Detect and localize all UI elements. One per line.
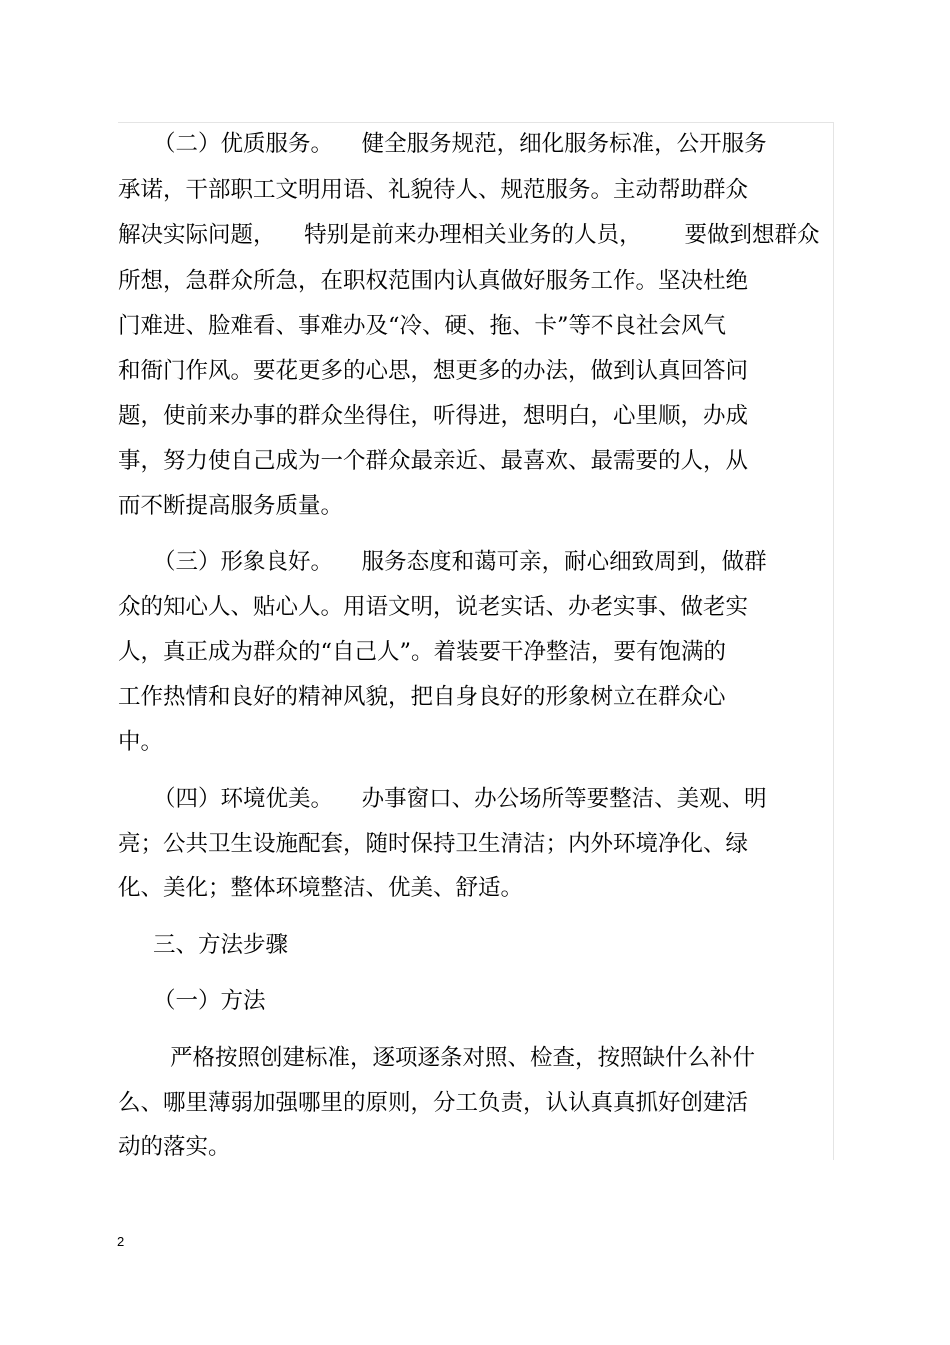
body-line: 所想，急群众所急，在职权范围内认真做好服务工作。坚决杜绝 — [118, 268, 749, 294]
body-line: 严格按照创建标准，逐项逐条对照、检查，按照缺什么补什 — [170, 1045, 756, 1071]
body-line: 亮；公共卫生设施配套，随时保持卫生清洁；内外环境净化、绿 — [118, 831, 749, 857]
body-line: 事，努力使自己成为一个群众最亲近、最喜欢、最需要的人，从 — [118, 448, 749, 474]
page-frame-right-border — [833, 122, 834, 1160]
page-number: 2 — [117, 1234, 125, 1249]
body-line: 么、哪里薄弱加强哪里的原则，分工负责，认认真真抓好创建活 — [118, 1090, 749, 1116]
subsection-heading: （一）方法 — [153, 988, 266, 1014]
body-line: 众的知心人、贴心人。用语文明，说老实话、办老实事、做老实 — [118, 594, 749, 620]
body-line: （三）形象良好。 服务态度和蔼可亲，耐心细致周到，做群 — [153, 549, 767, 575]
body-line: 动的落实。 — [118, 1134, 231, 1160]
body-line: 承诺，干部职工文明用语、礼貌待人、规范服务。主动帮助群众 — [118, 177, 749, 203]
body-line: 化、美化；整体环境整洁、优美、舒适。 — [118, 875, 524, 901]
body-line: 门难进、脸难看、事难办及“冷、硬、拖、卡”等不良社会风气 — [118, 313, 727, 339]
body-line: 中。 — [118, 729, 164, 755]
body-line: 题，使前来办事的群众坐得住，听得进，想明白，心里顺，办成 — [118, 403, 749, 429]
body-line: （二）优质服务。 健全服务规范，细化服务标准，公开服务 — [153, 131, 767, 157]
section-heading: 三、方法步骤 — [153, 932, 289, 958]
body-line: 而不断提高服务质量。 — [118, 493, 344, 519]
body-line: 人，真正成为群众的“自己人”。着装要干净整洁，要有饱满的 — [118, 639, 727, 665]
body-line: 和衙门作风。要花更多的心思，想更多的办法，做到认真回答问 — [118, 358, 749, 384]
body-line: 工作热情和良好的精神风貌，把自身良好的形象树立在群众心 — [118, 684, 726, 710]
body-line: （四）环境优美。 办事窗口、办公场所等要整洁、美观、明 — [153, 786, 767, 812]
body-line: 解决实际问题， 特别是前来办理相关业务的人员， 要做到想群众 — [118, 222, 820, 248]
page-frame-top-border — [118, 122, 834, 123]
